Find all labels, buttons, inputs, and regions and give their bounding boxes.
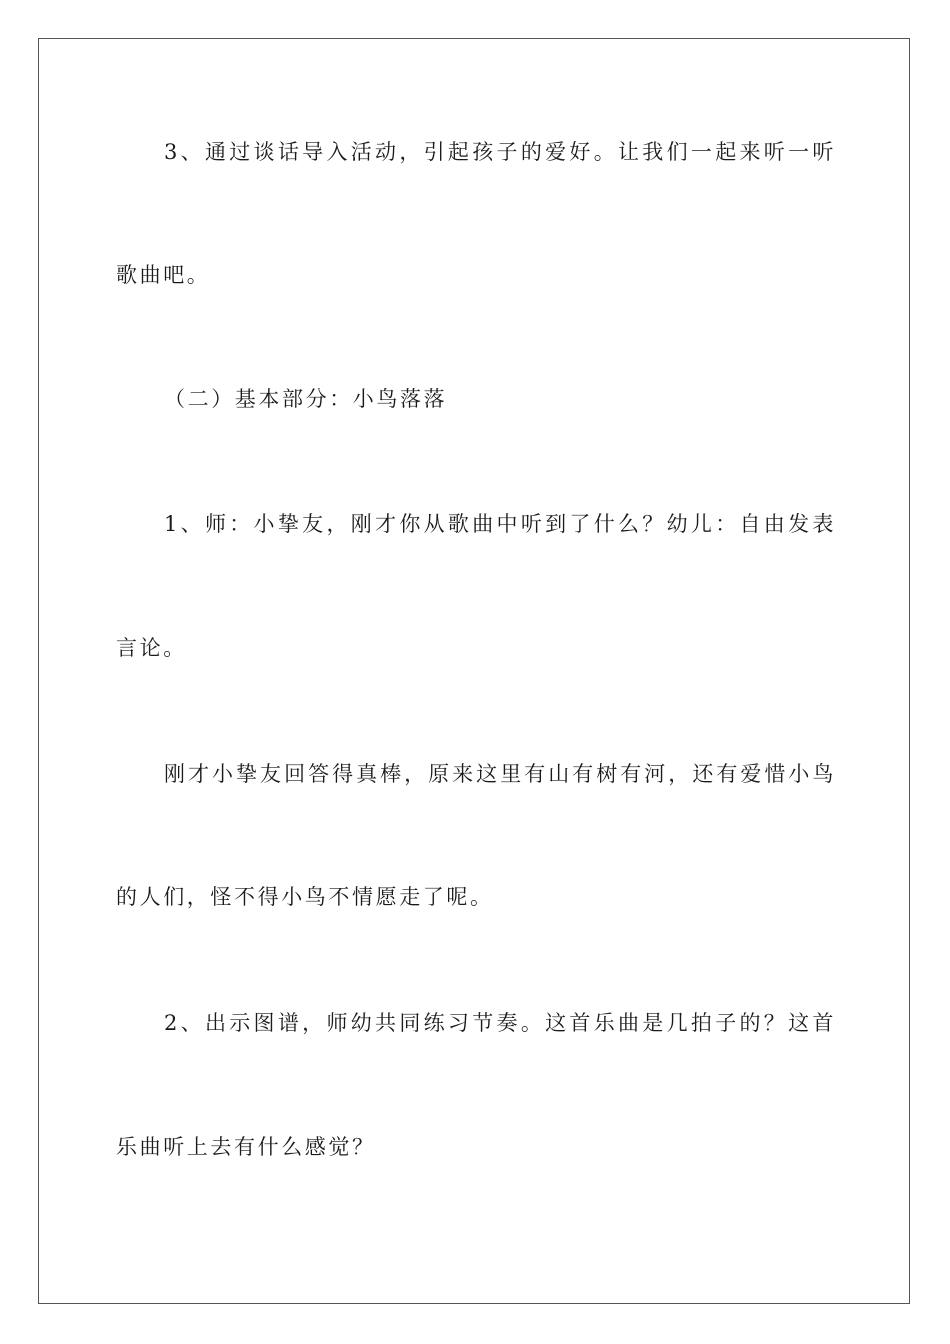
page-border xyxy=(38,38,910,1304)
paragraph-line-2: 歌曲吧。 xyxy=(116,263,211,287)
paragraph-line-3: 1、师：小挚友，刚才你从歌曲中听到了什么？幼儿：自由发表 xyxy=(164,512,836,536)
paragraph-line-1: 3、通过谈话导入活动，引起孩子的爱好。让我们一起来听一听 xyxy=(164,140,836,164)
section-heading: （二）基本部分：小鸟落落 xyxy=(164,387,448,411)
paragraph-line-6: 的人们，怪不得小鸟不情愿走了呢。 xyxy=(116,885,494,909)
paragraph-line-8: 乐曲听上去有什么感觉？ xyxy=(116,1135,376,1159)
paragraph-line-4: 言论。 xyxy=(116,636,187,660)
paragraph-line-7: 2、出示图谱，师幼共同练习节奏。这首乐曲是几拍子的？这首 xyxy=(164,1011,836,1035)
paragraph-line-5: 刚才小挚友回答得真棒，原来这里有山有树有河，还有爱惜小鸟 xyxy=(164,762,836,786)
